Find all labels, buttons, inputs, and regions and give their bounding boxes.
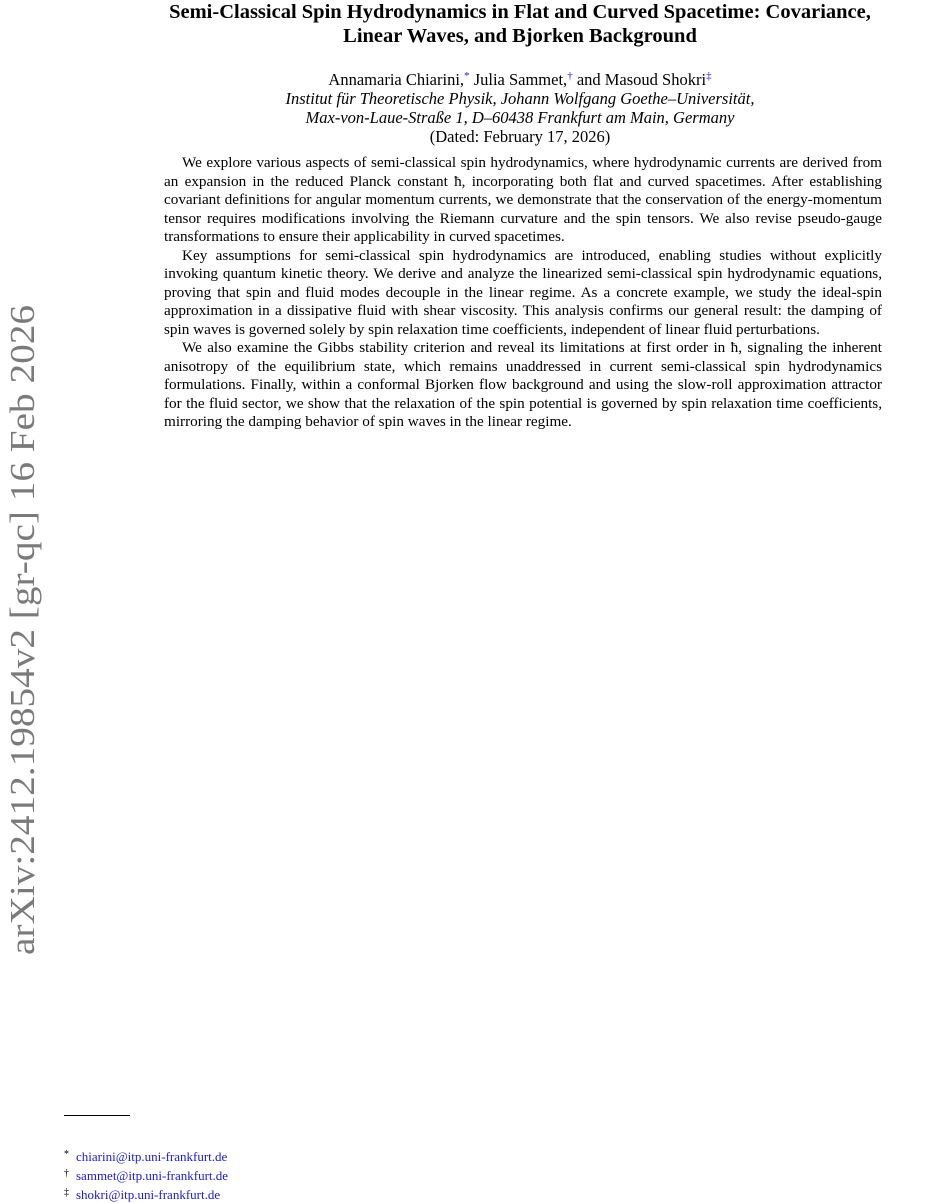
footnote-1 <box>64 1146 464 1165</box>
footnote-ref-2[interactable]: † <box>567 70 573 82</box>
footnote-ref-3[interactable]: ‡ <box>706 70 712 82</box>
footnote-2 <box>64 1165 464 1184</box>
footnote-mark-2: † <box>64 1168 69 1179</box>
arxiv-identifier: arXiv:2412.19854v2 [gr-qc] 16 Feb 2026 <box>3 375 42 955</box>
footnote-3 <box>64 1184 464 1203</box>
author-shokri: and Masoud Shokri <box>572 70 707 89</box>
footnotes <box>64 1146 464 1203</box>
footnote-ref-1[interactable]: * <box>464 70 470 82</box>
footnote-rule <box>64 1115 130 1116</box>
footnote-mark-3: ‡ <box>64 1187 69 1198</box>
abstract-paragraph-1: We explore various aspects of semi-classical spin hydrodynamics, where hydrodynamic currents are derived from an expansion in the reduced Planck constant ħ, incorporating both flat and curved spacetimes. After establishing covariant definitions for angular momentum currents, we demonstrate that the conservation of the energy-momentum tensor requires modifications involving the Riemann curvature and the spin tensors. We also revise pseudo-gauge transformations to ensure their applicability in curved spacetimes. <box>164 154 882 245</box>
author-sammet: Julia Sammet, <box>469 70 568 89</box>
affiliation-line-2: Max-von-Laue-Straße 1, D–60438 Frankfurt am Main, Germany <box>305 108 735 127</box>
abstract-paragraph-3: We also examine the Gibbs stability criterion and reveal its limitations at first order in ħ, signaling the inherent anisotropy of the equilibrium state, which remains unaddressed in current semi-classical spin hydrodynamics formulations. Finally, within a conformal Bjorken flow background and using the slow-roll approximation attractor for the fluid sector, we show that the relaxation of the spin potential is governed by spin relaxation time coefficients, mirroring the damping behavior of spin waves in the linear regime. <box>164 339 882 430</box>
email-link-chiarini[interactable]: chiarini@itp.uni-frankfurt.de <box>76 1149 228 1164</box>
author-block <box>90 70 943 146</box>
abstract <box>164 154 882 432</box>
email-link-shokri[interactable]: shokri@itp.uni-frankfurt.de <box>76 1187 221 1202</box>
author-list <box>90 70 943 89</box>
email-link-sammet[interactable]: sammet@itp.uni-frankfurt.de <box>76 1168 229 1183</box>
paper-title <box>90 0 943 48</box>
author-chiarini: Annamaria Chiarini, <box>328 70 465 89</box>
arxiv-sidebar <box>0 0 60 1200</box>
footnote-mark-1: * <box>64 1149 69 1160</box>
title-line-1: Semi-Classical Spin Hydrodynamics in Flat and Curved Spacetime: Covariance, <box>169 1 871 23</box>
title-line-2: Linear Waves, and Bjorken Background <box>343 25 697 47</box>
affiliation-line-1: Institut für Theoretische Physik, Johann Wolfgang Goethe–Universität, <box>285 89 755 108</box>
date-line: (Dated: February 17, 2026) <box>429 127 611 146</box>
abstract-paragraph-2: Key assumptions for semi-classical spin hydrodynamics are introduced, enabling studies without explicitly invoking quantum kinetic theory. We derive and analyze the linearized semi-classical spin hydrodynamic equations, proving that spin and fluid modes decouple in the linear regime. As a concrete example, we study the ideal-spin approximation in a dissipative fluid with shear viscosity. This analysis confirms our general result: the damping of spin waves is governed solely by spin relaxation time coefficients, independent of linear fluid perturbations. <box>164 246 882 338</box>
